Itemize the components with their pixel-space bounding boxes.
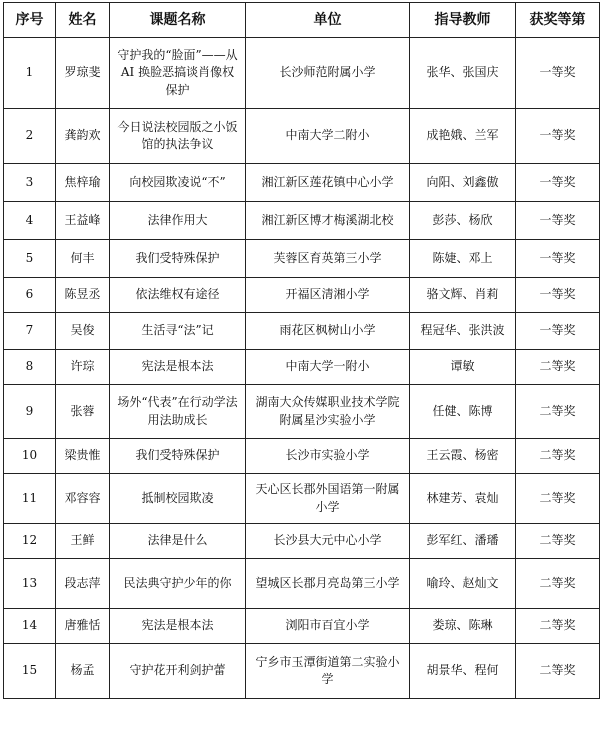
header-award: 获奖等第 [516, 3, 600, 38]
cell-unit: 浏阳市百宜小学 [246, 609, 410, 644]
cell-award: 二等奖 [516, 524, 600, 559]
cell-index: 5 [4, 240, 56, 278]
cell-unit: 开福区清湘小学 [246, 278, 410, 313]
cell-topic: 守护我的“脸面”——从 AI 换脸恶搞谈肖像权保护 [110, 38, 246, 109]
table-row [4, 439, 600, 474]
cell-name: 陈昱丞 [56, 278, 110, 313]
cell-teacher: 任健、陈博 [410, 385, 516, 439]
cell-award: 二等奖 [516, 609, 600, 644]
header-unit: 单位 [246, 3, 410, 38]
cell-unit: 湘江新区莲花镇中心小学 [246, 164, 410, 202]
cell-teacher: 林建芳、袁灿 [410, 474, 516, 524]
table-row [4, 202, 600, 240]
cell-teacher: 彭莎、杨欣 [410, 202, 516, 240]
cell-unit: 长沙师范附属小学 [246, 38, 410, 109]
cell-topic: 向校园欺凌说“不” [110, 164, 246, 202]
cell-topic: 宪法是根本法 [110, 350, 246, 385]
cell-teacher: 骆文辉、肖莉 [410, 278, 516, 313]
cell-index: 2 [4, 109, 56, 164]
table-row [4, 524, 600, 559]
cell-name: 许琮 [56, 350, 110, 385]
cell-topic: 抵制校园欺凌 [110, 474, 246, 524]
table-row [4, 38, 600, 109]
cell-topic: 法律作用大 [110, 202, 246, 240]
cell-unit: 湘江新区博才梅溪湖北校 [246, 202, 410, 240]
table-row [4, 350, 600, 385]
cell-name: 邓容容 [56, 474, 110, 524]
cell-topic: 依法维权有途径 [110, 278, 246, 313]
cell-index: 9 [4, 385, 56, 439]
cell-index: 1 [4, 38, 56, 109]
cell-index: 13 [4, 559, 56, 609]
header-index: 序号 [4, 3, 56, 38]
cell-index: 7 [4, 313, 56, 350]
cell-name: 焦梓瑜 [56, 164, 110, 202]
cell-name: 王鲜 [56, 524, 110, 559]
cell-unit: 宁乡市玉潭街道第二实验小学 [246, 644, 410, 699]
cell-name: 龚韵欢 [56, 109, 110, 164]
cell-unit: 天心区长郡外国语第一附属小学 [246, 474, 410, 524]
cell-topic: 民法典守护少年的你 [110, 559, 246, 609]
cell-topic: 宪法是根本法 [110, 609, 246, 644]
cell-award: 二等奖 [516, 385, 600, 439]
cell-unit: 湖南大众传媒职业技术学院附属星沙实验小学 [246, 385, 410, 439]
cell-index: 4 [4, 202, 56, 240]
cell-unit: 中南大学二附小 [246, 109, 410, 164]
cell-name: 唐雅恬 [56, 609, 110, 644]
cell-unit: 芙蓉区育英第三小学 [246, 240, 410, 278]
cell-unit: 望城区长郡月亮岛第三小学 [246, 559, 410, 609]
cell-award: 一等奖 [516, 240, 600, 278]
table-row [4, 559, 600, 609]
cell-award: 一等奖 [516, 313, 600, 350]
table-row [4, 474, 600, 524]
awards-table [3, 2, 600, 699]
cell-name: 罗琼斐 [56, 38, 110, 109]
cell-name: 张蓉 [56, 385, 110, 439]
table-row [4, 240, 600, 278]
cell-award: 二等奖 [516, 439, 600, 474]
cell-index: 3 [4, 164, 56, 202]
cell-name: 何丰 [56, 240, 110, 278]
cell-teacher: 向阳、刘鑫傲 [410, 164, 516, 202]
cell-award: 二等奖 [516, 559, 600, 609]
cell-topic: 场外“代表”在行动学法用法助成长 [110, 385, 246, 439]
table-row [4, 609, 600, 644]
table-row [4, 164, 600, 202]
header-row [4, 3, 600, 38]
cell-name: 梁贵惟 [56, 439, 110, 474]
cell-award: 二等奖 [516, 350, 600, 385]
cell-topic: 法律是什么 [110, 524, 246, 559]
cell-topic: 今日说法校园版之小饭馆的执法争议 [110, 109, 246, 164]
cell-topic: 生活寻“法”记 [110, 313, 246, 350]
table-row [4, 385, 600, 439]
cell-award: 一等奖 [516, 278, 600, 313]
cell-teacher: 成艳娥、兰军 [410, 109, 516, 164]
cell-name: 吴俊 [56, 313, 110, 350]
cell-award: 二等奖 [516, 644, 600, 699]
table-row [4, 644, 600, 699]
cell-index: 11 [4, 474, 56, 524]
cell-teacher: 胡景华、程何 [410, 644, 516, 699]
cell-teacher: 陈婕、邓上 [410, 240, 516, 278]
cell-name: 杨孟 [56, 644, 110, 699]
table-row [4, 313, 600, 350]
table-row [4, 109, 600, 164]
cell-index: 12 [4, 524, 56, 559]
cell-unit: 长沙市实验小学 [246, 439, 410, 474]
cell-award: 一等奖 [516, 164, 600, 202]
cell-teacher: 彭军红、潘璠 [410, 524, 516, 559]
cell-unit: 雨花区枫树山小学 [246, 313, 410, 350]
cell-teacher: 娄琼、陈琳 [410, 609, 516, 644]
cell-index: 8 [4, 350, 56, 385]
table-row [4, 278, 600, 313]
cell-teacher: 程冠华、张洪波 [410, 313, 516, 350]
cell-topic: 我们受特殊保护 [110, 439, 246, 474]
cell-index: 10 [4, 439, 56, 474]
cell-index: 15 [4, 644, 56, 699]
cell-topic: 守护花开利剑护蕾 [110, 644, 246, 699]
cell-award: 一等奖 [516, 38, 600, 109]
cell-name: 王益峰 [56, 202, 110, 240]
cell-award: 二等奖 [516, 474, 600, 524]
cell-topic: 我们受特殊保护 [110, 240, 246, 278]
cell-teacher: 喻玲、赵灿文 [410, 559, 516, 609]
cell-unit: 中南大学一附小 [246, 350, 410, 385]
cell-index: 6 [4, 278, 56, 313]
cell-award: 一等奖 [516, 109, 600, 164]
cell-teacher: 张华、张国庆 [410, 38, 516, 109]
header-name: 姓名 [56, 3, 110, 38]
cell-index: 14 [4, 609, 56, 644]
header-teacher: 指导教师 [410, 3, 516, 38]
cell-name: 段志萍 [56, 559, 110, 609]
cell-teacher: 谭敏 [410, 350, 516, 385]
cell-unit: 长沙县大元中心小学 [246, 524, 410, 559]
header-topic: 课题名称 [110, 3, 246, 38]
cell-teacher: 王云霞、杨密 [410, 439, 516, 474]
cell-award: 一等奖 [516, 202, 600, 240]
